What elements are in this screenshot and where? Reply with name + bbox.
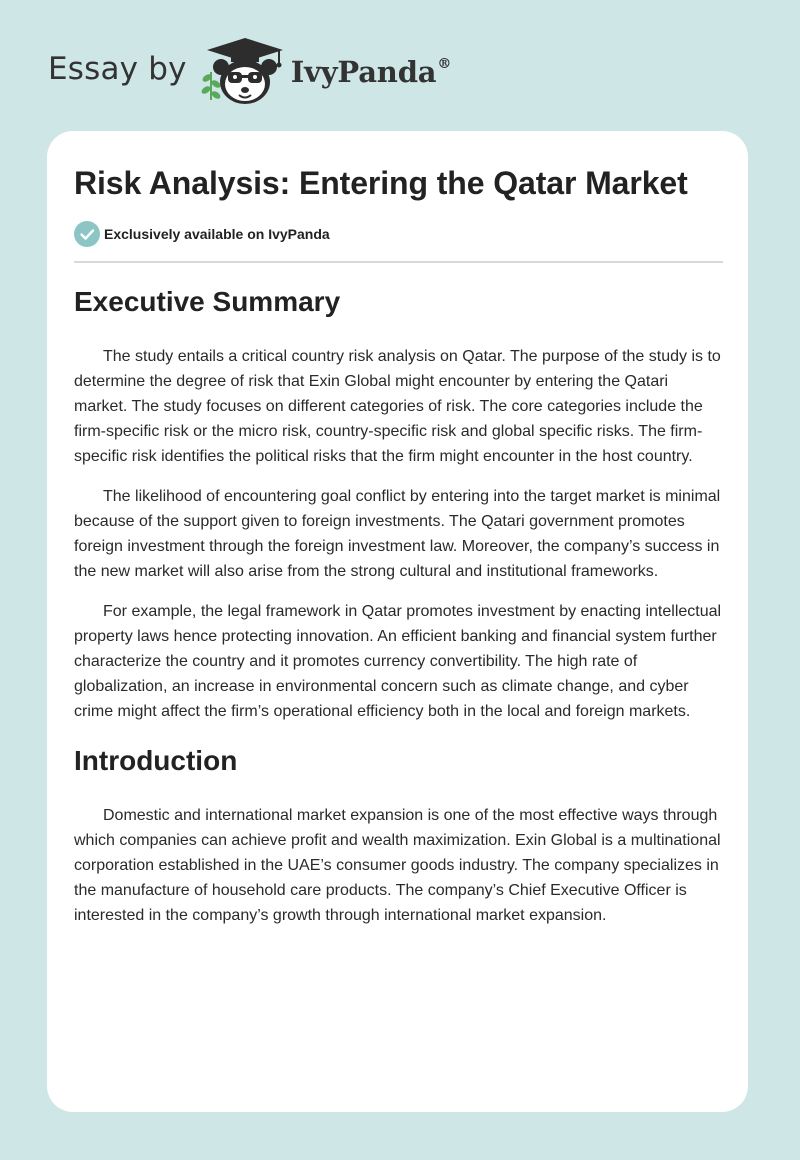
- brand-prefix: Essay by: [48, 51, 187, 87]
- section-heading-introduction: Introduction: [74, 745, 238, 776]
- brand-name[interactable]: [291, 55, 451, 89]
- essay-card: [47, 131, 748, 1112]
- paragraph: The likelihood of encountering goal conflict by entering into the target market is minimal because of the support given to foreign investments. The Qatari government promotes foreign investment through the foreign investment law. Moreover, the company’s success in the new market will also arise from the strong cultural and institutional frameworks.: [74, 488, 721, 580]
- title-divider: [74, 261, 723, 263]
- exclusive-badge: [74, 221, 330, 247]
- site-header: [48, 34, 451, 108]
- paragraph: For example, the legal framework in Qatar promotes investment by enacting intellectual property laws hence protecting innovation. An efficient banking and financial system further characterize the country and it promotes currency convertibility. The high rate of globalization, an increase in environmental concern such as climate change, and cyber crime might affect the firm’s operational efficiency both in the local and foreign markets.: [74, 603, 722, 720]
- registered-mark: ®: [437, 56, 452, 72]
- check-circle-icon: [74, 221, 100, 247]
- paragraph: Domestic and international market expansion is one of the most effective ways through which companies can achieve profit and wealth maximization. Exin Global is a multinational corporation established in the UAE’s consumer goods industry. The company specializes in the manufacture of household care products. The company’s Chief Executive Officer is interested in the company’s growth through international market expansion.: [74, 807, 721, 924]
- exclusive-badge-label: Exclusively available on IvyPanda: [104, 226, 330, 242]
- panda-logo-icon: [199, 34, 291, 108]
- paragraph: The study entails a critical country risk analysis on Qatar. The purpose of the study is to determine the degree of risk that Exin Global might encounter by entering the Qatari market. The study focuses on different categories of risk. The core categories include the firm-specific risk or the micro risk, country-specific risk and global specific risks. The firm-specific risk identifies the political risks that the firm might encounter in the host country.: [74, 348, 721, 465]
- page-title: Risk Analysis: Entering the Qatar Market: [74, 165, 688, 201]
- section-heading-executive-summary: Executive Summary: [74, 286, 341, 317]
- brand-name-text: IvyPanda: [290, 55, 437, 89]
- article-body: [74, 285, 724, 943]
